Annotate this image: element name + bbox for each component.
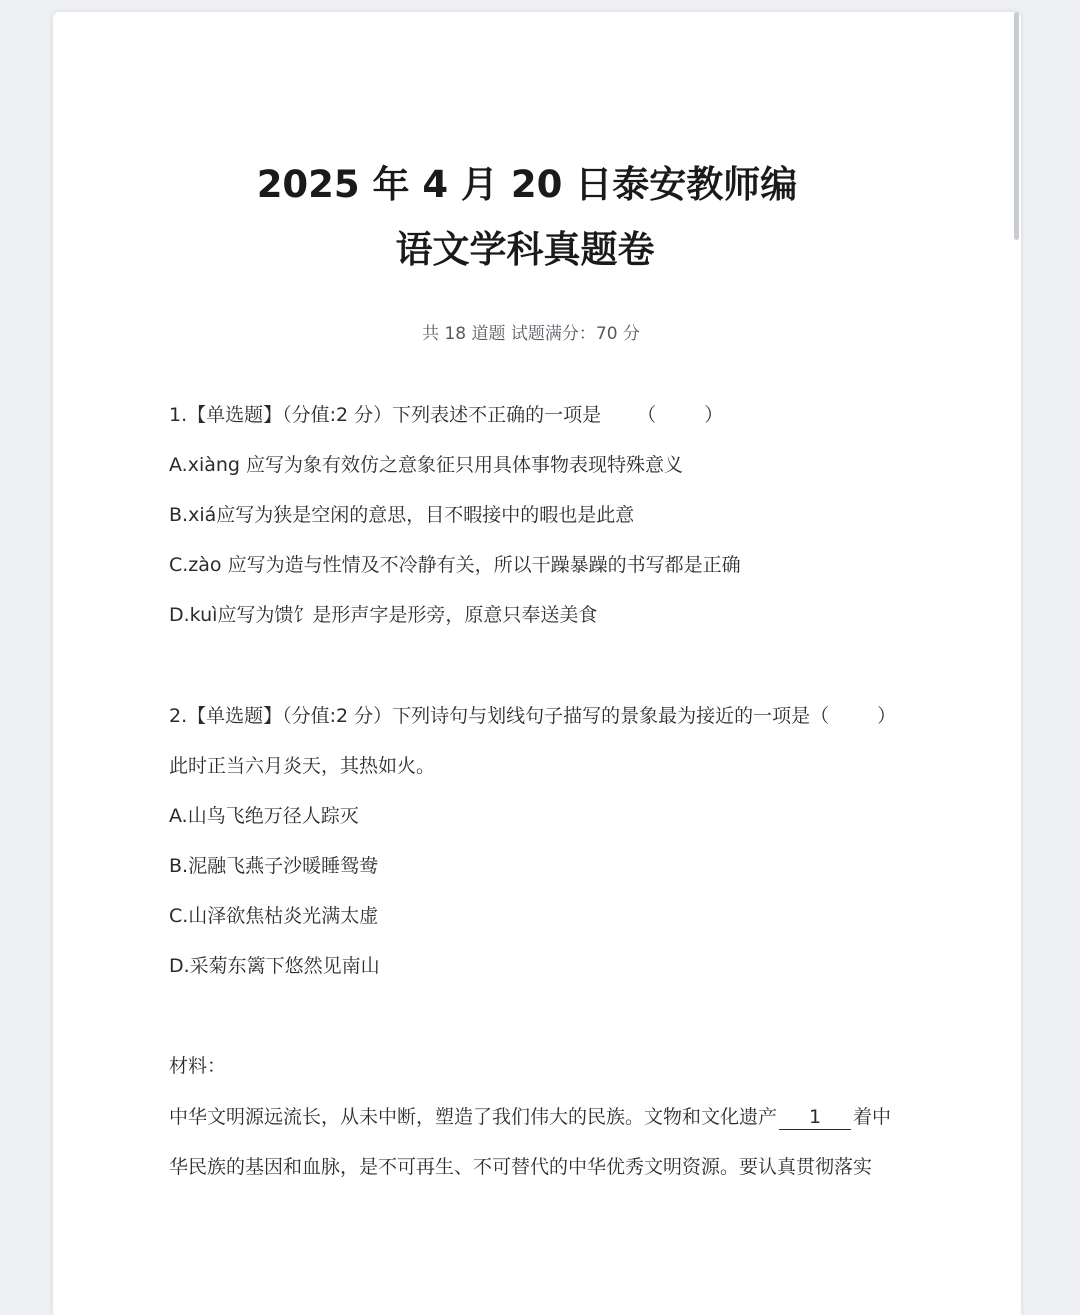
material-label: 材料： — [169, 1055, 227, 1077]
answer-paren-close: ） — [877, 705, 897, 727]
question-2-option-c: C.山泽欲焦枯炎光满太虚 — [169, 905, 379, 927]
question-1-stem-text: 1.【单选题】（分值:2 分）下列表述不正确的一项是 — [169, 404, 602, 426]
question-2-passage: 此时正当六月炎天，其热如火。 — [169, 755, 436, 777]
question-1-option-a: A.xiàng 应写为象有效仿之意象征只用具体事物表现特殊意义 — [169, 454, 684, 476]
question-1-option-d: D.kuì应写为馈饣是形声字是形旁，原意只奉送美食 — [169, 604, 598, 626]
exam-page — [53, 12, 1021, 1315]
answer-paren-open: （ — [637, 404, 657, 426]
question-2-stem — [169, 704, 896, 728]
page-title: 2025 年 4 月 20 日泰安教师编 — [256, 163, 798, 206]
question-1-stem — [169, 403, 723, 427]
question-2-option-b: B.泥融飞燕子沙暖睡鸳鸯 — [169, 855, 379, 877]
material-line-1 — [169, 1105, 891, 1130]
question-1-option-c: C.zào 应写为造与性情及不冷静有关，所以干躁暴躁的书写都是正确 — [169, 554, 741, 576]
answer-paren-close: ） — [704, 404, 724, 426]
fill-blank-1: 1 — [779, 1105, 851, 1130]
material-line-2: 华民族的基因和血脉，是不可再生、不可替代的中华优秀文明资源。要认真贯彻落实 — [169, 1156, 873, 1178]
scrollbar[interactable] — [1014, 12, 1019, 240]
exam-summary: 共 18 道题 试题满分：70 分 — [422, 324, 640, 344]
question-2-option-a: A.山鸟飞绝万径人踪灭 — [169, 805, 359, 827]
question-2-option-d: D.采菊东篱下悠然见南山 — [169, 955, 380, 977]
material-line-1-text: 中华文明源远流长，从未中断，塑造了我们伟大的民族。文物和文化遗产 — [169, 1106, 778, 1128]
page-subtitle-title: 语文学科真题卷 — [395, 228, 655, 271]
question-2-stem-text: 2.【单选题】（分值:2 分）下列诗句与划线句子描写的景象最为接近的一项是（ — [169, 705, 830, 727]
material-line-1-tail: 着中 — [853, 1106, 892, 1128]
question-1-option-b: B.xiá应写为狭是空闲的意思，目不暇接中的暇也是此意 — [169, 504, 635, 526]
